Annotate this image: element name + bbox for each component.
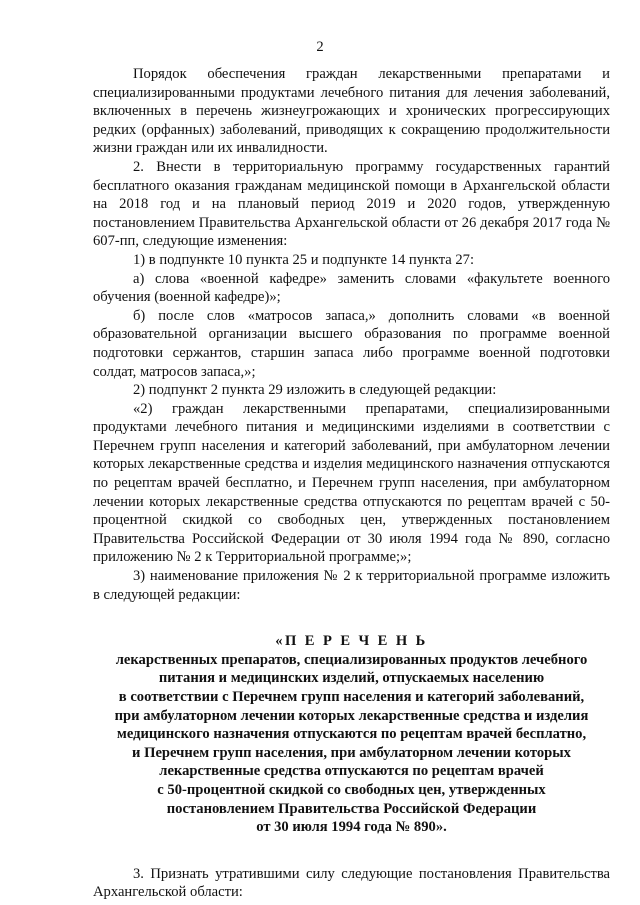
list-title-line: питания и медицинских изделий, отпускаемых населению — [158, 670, 545, 687]
paragraph-item-3: 3. Признать утратившими силу следующие постановления Правительства Архангельской области: — [93, 865, 610, 901]
paragraph-subitem-3: 3) наименование приложения № 2 к территориальной программе изложить в следующей редакции: — [93, 568, 610, 603]
list-title-heading: «П Е Р Е Ч Е Н Ь — [275, 633, 428, 650]
paragraph-subitem-a: а) слова «военной кафедре» заменить словами «факультете военного обучения (военной кафедре)»; — [93, 270, 610, 306]
list-title-line: и Перечнем групп населения, при амбулаторном лечении которых — [132, 744, 571, 761]
paragraph-quoted-item-2: «2) граждан лекарственными препаратами, специализированными продуктами лечебного питания и медицинскими изделиями в соответствии с Перечнем групп населения и категорий заболеваний, при амбулаторном лечении которых лекарственные средства и изделия медицинского назначения отпускаются по рецептам врачей бесплатно, и Перечнем групп населения, при амбулаторном лечении которых лекарственные средства отпускаются по рецептам врачей с 50-процентной скидкой со свободных цен, утвержденных постановлением Правительства Российской Федерации от 30 июля 1994 года № 890, согласно приложению № 2 к Территориальной программе;»; — [93, 400, 610, 566]
list-title-line: в соответствии с Перечнем групп населения и категорий заболеваний, — [118, 689, 585, 705]
list-title-line: медицинского назначения отпускаются по рецептам врачей бесплатно, — [116, 726, 587, 743]
list-title-line: лекарственные средства отпускаются по рецептам врачей — [159, 763, 544, 780]
paragraph-subitem-b: б) после слов «матросов запаса,» дополнить словами «в военной образовательной организации высшего образования по программе военной подготовки сержантов, старшин запаса либо программе военной подготовки солдат, матросов запаса,»; — [93, 307, 610, 380]
document-body — [93, 65, 610, 902]
paragraph-subitem-1: 1) в подпункте 10 пункта 25 и подпункте 14 пункта 27: — [133, 251, 475, 268]
paragraph-procedure: Порядок обеспечения граждан лекарственными препаратами и специализированными продуктами лечебного питания для лечения заболеваний, включенных в перечень жизнеугрожающих и хронических прогрессирующих редких (орфанных) заболеваний, приводящих к сокращению продолжительности жизни граждан или их инвалидности. — [93, 66, 610, 157]
paragraph-item-2: 2. Внести в территориальную программу государственных гарантий бесплатного оказания гражданам медицинской помощи в Архангельской области на 2018 год и на плановый период 2019 и 2020 годов, утвержденную постановлением Правительства Архангельской области от 26 декабря 2017 года № 607-пп, следующие изменения: — [93, 158, 610, 250]
list-title-block — [93, 632, 610, 837]
list-title-line: с 50-процентной скидкой со свободных цен, утвержденных — [157, 781, 546, 798]
page-number: 2 — [316, 39, 324, 55]
paragraph-subitem-2: 2) подпункт 2 пункта 29 изложить в следующей редакции: — [133, 382, 497, 399]
list-title-line: при амбулаторном лечении которых лекарственные средства и изделия — [114, 707, 589, 724]
list-title-line: постановлением Правительства Российской Федерации — [166, 800, 537, 817]
list-title-line: от 30 июля 1994 года № 890». — [256, 819, 447, 836]
list-title-line: лекарственных препаратов, специализированных продуктов лечебного — [115, 651, 588, 668]
